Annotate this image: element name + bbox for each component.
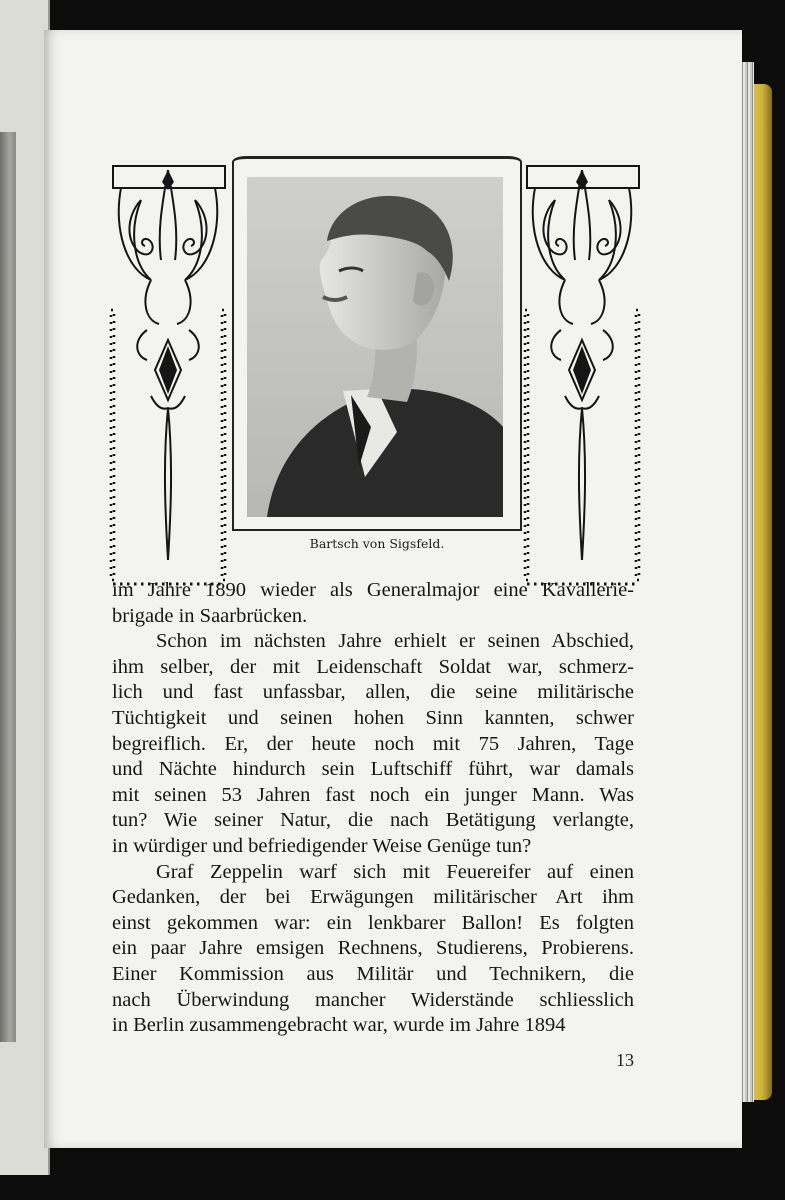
ornament-left-svg — [107, 160, 229, 590]
text-line: mit seinen 53 Jahren fast noch ein junger Mann. Was — [112, 783, 634, 806]
text-line: und Nächte hindurch sein Luftschiff führt, war damals — [112, 758, 634, 781]
page-number: 13 — [616, 1050, 634, 1070]
ornament-right-svg — [521, 160, 643, 590]
text-line: Graf Zeppelin warf sich mit Feuereifer auf einen — [156, 860, 634, 883]
text-line: Tüchtigkeit und seinen hohen Sinn kannten, schwer — [112, 706, 634, 729]
body-text — [112, 578, 634, 1039]
text-line: brigade in Saarbrücken. — [112, 604, 308, 627]
text-line: begreiflich. Er, der heute noch mit 75 Jahren, Tage — [112, 732, 634, 755]
text-line: lich und fast unfassbar, allen, die seine militärische — [112, 681, 634, 704]
text-line: einst gekommen war: ein lenkbarer Ballon! Es folgten — [112, 911, 634, 934]
book-page — [44, 30, 742, 1148]
text-line: in würdiger und befriedigender Weise Genüge tun? — [112, 834, 532, 857]
figure-caption: Bartsch von Sigsfeld. — [309, 536, 445, 551]
text-line: ein paar Jahre emsigen Rechnens, Studierens, Probierens. — [112, 937, 634, 960]
paragraph-3 — [112, 860, 634, 1039]
previous-page-photo-strip — [0, 132, 16, 1042]
text-line: in Berlin zusammengebracht war, wurde im Jahre 1894 — [112, 1014, 566, 1037]
text-line: ihm selber, der mit Leidenschaft Soldat war, schmerz- — [112, 655, 634, 678]
text-line: Einer Kommission aus Militär und Technikern, die — [112, 962, 634, 985]
art-nouveau-ornament-left — [107, 160, 229, 590]
portrait-illustration — [247, 177, 503, 517]
portrait-photo — [247, 177, 503, 517]
art-nouveau-ornament-right — [521, 160, 643, 590]
text-line: im Jahre 1890 wieder als Generalmajor eine Kavallerie- — [112, 579, 634, 601]
text-line: Schon im nächsten Jahre erhielt er seinen Abschied, — [156, 630, 634, 653]
text-line: tun? Wie seiner Natur, die nach Betätigung verlangte, — [112, 809, 634, 832]
paragraph-2 — [112, 629, 634, 859]
portrait-frame — [232, 156, 522, 531]
paragraph-1 — [112, 578, 634, 629]
text-line: Gedanken, der bei Erwägungen militärischer Art ihm — [112, 886, 634, 909]
previous-page-edge — [0, 0, 50, 1175]
text-line: nach Überwindung mancher Widerstände schliesslich — [112, 988, 634, 1011]
